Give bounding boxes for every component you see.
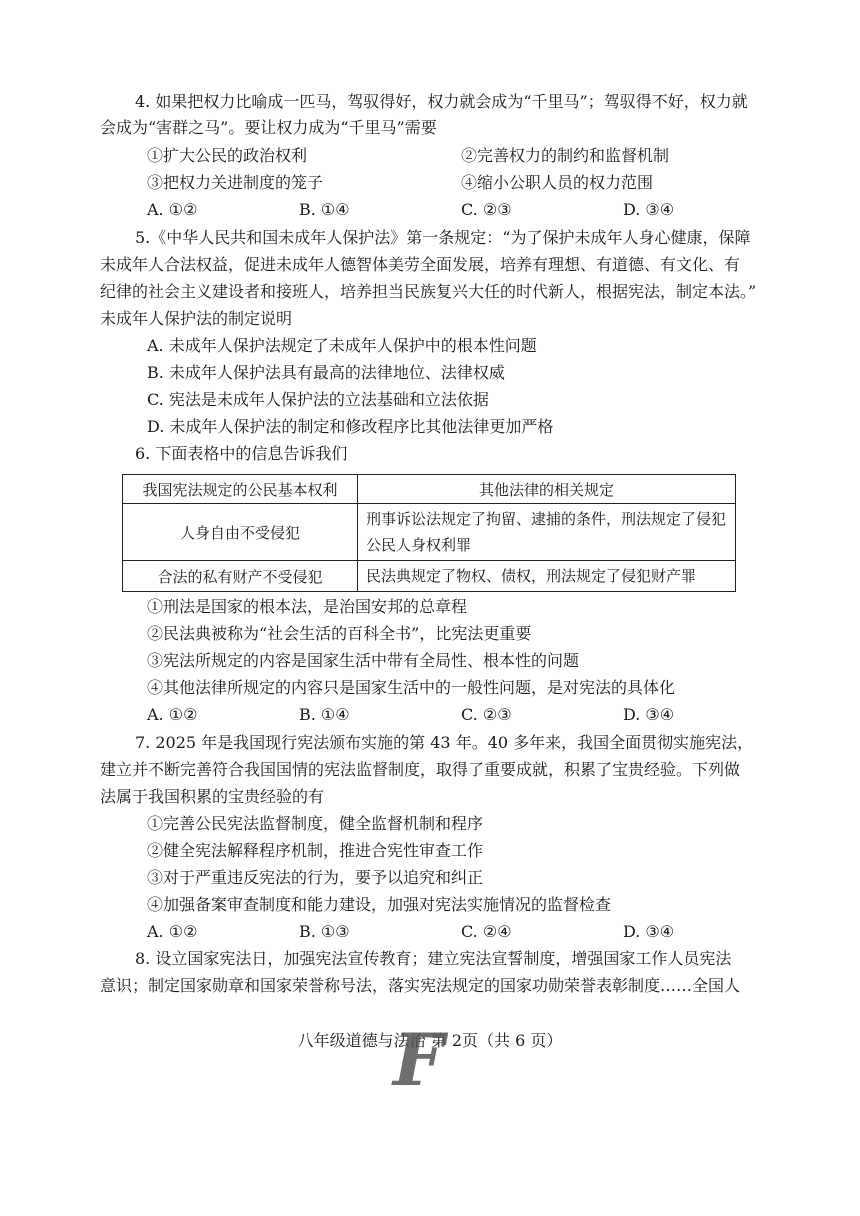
q5-option-a: A. 未成年人保护法规定了未成年人保护中的根本性问题 bbox=[147, 336, 537, 355]
q5-stem-line1: 5.《中华人民共和国未成年人保护法》第一条规定：“为了保护未成年人身心健康，保障 bbox=[135, 228, 751, 247]
q6-rights-table bbox=[122, 474, 736, 592]
q8-stem-line1: 8. 设立国家宪法日，加强宪法宣传教育；建立宪法宣誓制度，增强国家工作人员宪法 bbox=[135, 949, 732, 968]
table-row bbox=[123, 561, 736, 592]
q7-option-a: A. ①② bbox=[147, 922, 198, 941]
q6-statement-1: ①刑法是国家的根本法，是治国安邦的总章程 bbox=[147, 597, 468, 616]
q7-option-b: B. ①③ bbox=[299, 922, 350, 941]
q7-option-d: D. ③④ bbox=[623, 922, 675, 941]
table-cell-right: 合法的私有财产不受侵犯 bbox=[123, 561, 358, 592]
page-footer: 八年级道德与法治 第 2页（共 6 页） bbox=[297, 1031, 563, 1050]
table-header-cell: 我国宪法规定的公民基本权利 bbox=[123, 475, 358, 504]
q5-stem-line4: 未成年人保护法的制定说明 bbox=[100, 309, 293, 328]
q5-option-c: C. 宪法是未成年人保护法的立法基础和立法依据 bbox=[147, 390, 489, 409]
q4-statement-2: ②完善权力的制约和监督机制 bbox=[461, 146, 670, 165]
q6-option-d: D. ③④ bbox=[623, 705, 675, 724]
q5-stem-line2: 未成年人合法权益，促进未成年人德智体美劳全面发展，培养有理想、有道德、有文化、有 bbox=[100, 255, 741, 274]
q7-stem-line2: 建立并不断完善符合我国国情的宪法监督制度，取得了重要成就，积累了宝贵经验。下列做 bbox=[100, 760, 741, 779]
watermark-f-logo: F bbox=[393, 1017, 445, 1102]
q7-statement-3: ③对于严重违反宪法的行为，要予以追究和纠正 bbox=[147, 868, 484, 887]
q6-statement-3: ③宪法所规定的内容是国家生活中带有全局性、根本性的问题 bbox=[147, 651, 580, 670]
q8-stem-line2: 意识；制定国家勋章和国家荣誉称号法，落实宪法规定的国家功勋荣誉表彰制度……全国人 bbox=[100, 976, 741, 995]
q4-option-b: B. ①④ bbox=[299, 200, 350, 219]
q4-statement-4: ④缩小公职人员的权力范围 bbox=[461, 173, 654, 192]
q7-stem-line3: 法属于我国积累的宝贵经验的有 bbox=[100, 787, 325, 806]
q4-option-c: C. ②③ bbox=[461, 200, 512, 219]
q5-option-d: D. 未成年人保护法的制定和修改程序比其他法律更加严格 bbox=[147, 417, 554, 436]
q4-stem-line1: 4. 如果把权力比喻成一匹马，驾驭得好，权力就会成为“千里马”；驾驭得不好，权力就 bbox=[135, 92, 748, 111]
q7-statement-4: ④加强备案审查制度和能力建设，加强对宪法实施情况的监督检查 bbox=[147, 895, 612, 914]
q6-statement-4: ④其他法律所规定的内容只是国家生活中的一般性问题，是对宪法的具体化 bbox=[147, 678, 676, 697]
q4-stem-line2: 会成为“害群之马”。要让权力成为“千里马”需要 bbox=[100, 118, 437, 137]
table-header-row bbox=[123, 475, 736, 504]
table-row bbox=[123, 504, 736, 561]
q5-option-b: B. 未成年人保护法具有最高的法律地位、法律权威 bbox=[147, 363, 505, 382]
q6-option-a: A. ①② bbox=[147, 705, 198, 724]
q4-statement-1: ①扩大公民的政治权利 bbox=[147, 146, 308, 165]
table-header-cell: 其他法律的相关规定 bbox=[358, 475, 736, 504]
q4-option-a: A. ①② bbox=[147, 200, 198, 219]
q4-option-d: D. ③④ bbox=[623, 200, 675, 219]
q7-stem-line1: 7. 2025 年是我国现行宪法颁布实施的第 43 年。40 多年来，我国全面贯彻实施宪法， bbox=[135, 733, 754, 752]
q6-option-b: B. ①④ bbox=[299, 705, 350, 724]
q6-statement-2: ②民法典被称为“社会生活的百科全书”，比宪法更重要 bbox=[147, 624, 532, 643]
q7-statement-2: ②健全宪法解释程序机制，推进合宪性审查工作 bbox=[147, 841, 484, 860]
q7-option-c: C. ②④ bbox=[461, 922, 512, 941]
q7-statement-1: ①完善公民宪法监督制度，健全监督机制和程序 bbox=[147, 814, 484, 833]
q4-statement-3: ③把权力关进制度的笼子 bbox=[147, 173, 324, 192]
table-cell-law: 民法典规定了物权、债权，刑法规定了侵犯财产罪 bbox=[358, 561, 736, 592]
table-cell-right: 人身自由不受侵犯 bbox=[123, 504, 358, 561]
q5-stem-line3: 纪律的社会主义建设者和接班人，培养担当民族复兴大任的时代新人，根据宪法，制定本法。” bbox=[100, 282, 757, 301]
q6-option-c: C. ②③ bbox=[461, 705, 512, 724]
table-cell-law: 刑事诉讼法规定了拘留、逮捕的条件，刑法规定了侵犯公民人身权利罪 bbox=[358, 504, 736, 561]
q6-stem: 6. 下面表格中的信息告诉我们 bbox=[135, 444, 348, 463]
